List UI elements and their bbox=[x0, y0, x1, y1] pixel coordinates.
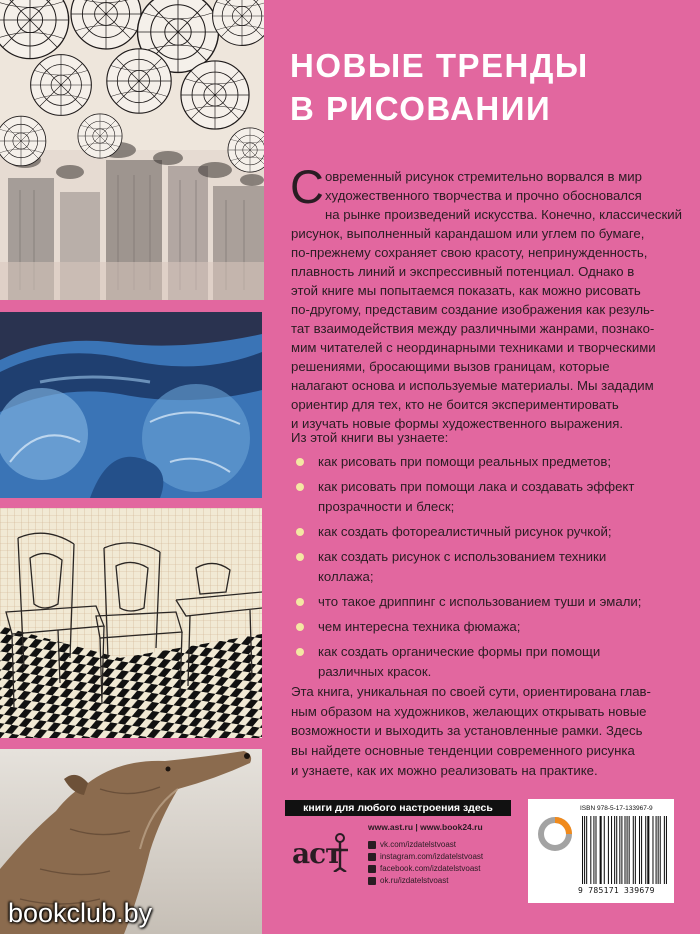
isbn-number: ISBN 978-5-17-133967-9 bbox=[580, 805, 653, 812]
watermark: bookclub.by bbox=[8, 898, 153, 928]
drop-cap: С bbox=[290, 160, 324, 213]
barcode-bar bbox=[635, 816, 636, 884]
barcode-bar bbox=[614, 816, 615, 884]
intro-line: художественного творчества и прочно обосновался bbox=[324, 188, 642, 203]
barcode-bar bbox=[582, 816, 583, 884]
barcode-bar bbox=[608, 816, 609, 884]
barcode-bar bbox=[590, 816, 591, 884]
barcode-bar bbox=[658, 816, 659, 884]
publisher-ring-icon bbox=[536, 815, 574, 853]
intro-paragraph bbox=[290, 160, 686, 433]
intro-line: рисунок, выполненный карандашом или углем по бумаге, bbox=[291, 226, 645, 241]
list-item bbox=[291, 547, 686, 587]
barcode-bar bbox=[641, 816, 642, 884]
intro-line: тат взаимодействия между различными жанрами, познако- bbox=[291, 321, 655, 336]
barcode-bar bbox=[633, 816, 634, 884]
bullet-dot-icon bbox=[296, 648, 304, 656]
dog-nose bbox=[244, 753, 250, 759]
leaf-drawing bbox=[78, 114, 122, 158]
learn-heading: Из этой книги вы узнаете: bbox=[291, 430, 449, 445]
closing-line: и узнаете, как их можно реализовать на практике. bbox=[291, 762, 598, 778]
barcode-bar bbox=[593, 816, 594, 884]
intro-line: на рынке произведений искусства. Конечно, классический bbox=[324, 207, 682, 222]
barcode-bar bbox=[586, 816, 587, 884]
closing-line: Эта книга, уникальная по своей сути, ориентирована глав- bbox=[291, 684, 651, 699]
bullet-dot-icon bbox=[296, 553, 304, 561]
closing-paragraph bbox=[291, 682, 686, 781]
barcode-bar bbox=[600, 816, 602, 884]
barcode-bar bbox=[604, 816, 605, 884]
barcode-bar bbox=[619, 816, 620, 884]
publisher-websites: www.ast.ru | www.book24.ru bbox=[368, 822, 483, 832]
list-item bbox=[291, 522, 686, 542]
barcode-bar bbox=[652, 816, 653, 884]
barcode-bar bbox=[624, 816, 625, 884]
intro-line: по-другому, представим создание изображения как резуль- bbox=[291, 302, 655, 317]
social-row bbox=[368, 839, 483, 851]
intro-line: плавность линий и экспрессивный потенциал. Однако в bbox=[291, 264, 635, 279]
barcode-bar bbox=[656, 816, 657, 884]
publisher-tagline: книги для любого настроения здесь bbox=[285, 800, 511, 816]
book-title bbox=[290, 44, 589, 130]
intro-line: и изучать новые формы художественного выражения. bbox=[291, 416, 623, 431]
logo-text: аст bbox=[292, 837, 342, 870]
learn-list bbox=[291, 452, 686, 687]
vk-icon bbox=[368, 841, 376, 849]
barcode-bar bbox=[595, 816, 596, 884]
social-link-text: facebook.com/izdatelstvoast bbox=[380, 864, 481, 873]
social-row bbox=[368, 851, 483, 863]
social-link-text: ok.ru/izdatelstvoast bbox=[380, 876, 449, 885]
intro-line: по-прежнему сохраняет свою красоту, непринужденность, bbox=[291, 245, 648, 260]
barcode-bar bbox=[664, 816, 665, 884]
facebook-icon bbox=[368, 865, 376, 873]
social-link-text: instagram.com/izdatelstvoast bbox=[380, 852, 484, 861]
leaf-drawing bbox=[0, 116, 46, 166]
list-item bbox=[291, 452, 686, 472]
list-item-line: как рисовать при помощи реальных предметов; bbox=[318, 454, 612, 469]
intro-line: ориентир для тех, кто не боится экспериментировать bbox=[291, 397, 619, 412]
intro-line: овременный рисунок стремительно ворвался в мир bbox=[324, 169, 642, 184]
book-title-line-1: НОВЫЕ ТРЕНДЫ bbox=[290, 47, 589, 84]
social-row bbox=[368, 875, 483, 887]
barcode-bar bbox=[584, 816, 585, 884]
list-item-line: прозрачности и блеск; bbox=[318, 499, 455, 514]
social-link-text: vk.com/izdatelstvoast bbox=[380, 840, 457, 849]
artwork-leaves-buildings bbox=[0, 0, 264, 300]
list-item bbox=[291, 617, 686, 637]
leaf-drawing bbox=[31, 55, 92, 116]
closing-line: ным образом на художников, желающих открывать новые bbox=[291, 703, 647, 719]
artwork-blue-painting bbox=[0, 312, 262, 498]
leaf-drawing bbox=[181, 61, 249, 129]
list-item-line: как создать органические формы при помощи bbox=[318, 644, 601, 659]
list-item bbox=[291, 477, 686, 517]
barcode-bar bbox=[647, 816, 649, 884]
artwork-chairs-grid bbox=[0, 508, 262, 738]
list-item-line: чем интересна техника фюмажа; bbox=[318, 619, 521, 634]
ast-logo-icon bbox=[290, 832, 352, 882]
barcode-bar bbox=[621, 816, 622, 884]
list-item-line: что такое дриппинг с использованием туши и эмали; bbox=[318, 594, 642, 609]
barcode-bar bbox=[616, 816, 617, 884]
closing-line: вы найдете основные тенденции современного рисунка bbox=[291, 743, 635, 759]
list-item-line: различных красок. bbox=[318, 664, 432, 679]
intro-line: этой книге мы попытаемся показать, как можно рисовать bbox=[291, 283, 641, 298]
isbn-block bbox=[528, 799, 674, 903]
list-item-line: как рисовать при помощи лака и создавать эффект bbox=[318, 479, 635, 494]
barcode-bar bbox=[627, 816, 628, 884]
barcode-bar bbox=[645, 816, 646, 884]
dog-eye bbox=[166, 767, 171, 772]
intro-line: решениями, бросающими вызов границам, которые bbox=[291, 359, 610, 374]
intro-line: налагают основа и используемые материалы. Мы зададим bbox=[291, 378, 654, 393]
closing-line: возможности и выходить за установленные рамки. Здесь bbox=[291, 723, 643, 739]
social-row bbox=[368, 863, 483, 875]
bullet-dot-icon bbox=[296, 458, 304, 466]
bullet-dot-icon bbox=[296, 483, 304, 491]
barcode-bar bbox=[639, 816, 640, 884]
barcode-bar bbox=[611, 816, 612, 884]
list-item-line: как создать рисунок с использованием техники bbox=[318, 549, 607, 564]
bullet-dot-icon bbox=[296, 598, 304, 606]
barcode-bar bbox=[629, 816, 630, 884]
list-item bbox=[291, 592, 686, 612]
instagram-icon bbox=[368, 853, 376, 861]
social-links bbox=[368, 839, 483, 887]
book-title-line-2: В РИСОВАНИИ bbox=[290, 90, 552, 127]
barcode bbox=[582, 816, 668, 884]
intro-line: мим читателей с неординарными техниками и творческими bbox=[291, 340, 656, 355]
barcode-bar bbox=[666, 816, 667, 884]
list-item-line: как создать фотореалистичный рисунок ручкой; bbox=[318, 524, 612, 539]
list-item bbox=[291, 642, 686, 682]
barcode-digits: 9 785171 339679 bbox=[578, 886, 655, 895]
leaf-drawing bbox=[107, 49, 171, 113]
ok-icon bbox=[368, 877, 376, 885]
bullet-dot-icon bbox=[296, 623, 304, 631]
barcode-bar bbox=[660, 816, 661, 884]
logo-figure-icon bbox=[330, 832, 350, 872]
bullet-dot-icon bbox=[296, 528, 304, 536]
list-item-line: коллажа; bbox=[318, 569, 374, 584]
